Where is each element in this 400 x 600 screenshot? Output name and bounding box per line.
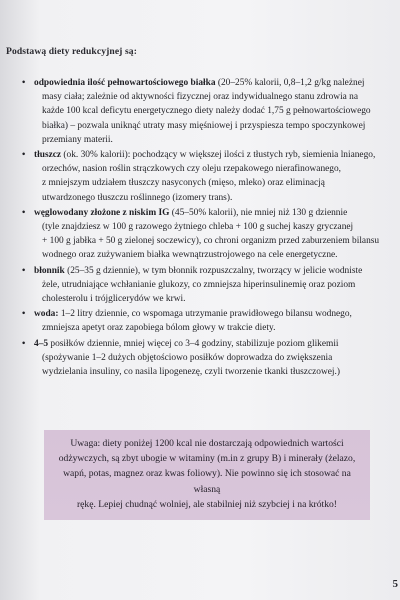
warning-line: wapń, potas, magnez oraz kwas foliowy). Nie powinno się ich stosować na własną (63, 468, 351, 495)
bullet-term: 4–5 (34, 338, 51, 349)
warning-box (44, 430, 370, 520)
bullet-term: tłuszcz (34, 150, 64, 161)
bullet-term: woda: (34, 309, 61, 320)
bullet-text: (45–50% kalorii), nie mniej niż 130 g dziennie (171, 207, 348, 218)
bullet-line: zmniejsza apetyt oraz zapobiega bólom głowy w trakcie diety. (42, 323, 276, 334)
section-heading: Podstawą diety redukcyjnej są: (6, 46, 138, 57)
bullet-line: orzechów, nasion roślin strączkowych czy oleju rzepakowego nierafinowanego, (42, 164, 342, 175)
bullet-term: błonnik (34, 265, 68, 276)
bullet-line: białka) – pozwala uniknąć utraty masy mięśniowej i przyspiesza tempo spoczynkowej (42, 120, 366, 131)
bullet-line: każde 100 kcal deficytu energetycznego diety należy dodać 1,75 g pełnowartościowego (42, 106, 371, 117)
bullet-water (30, 307, 394, 335)
bullet-fat (30, 148, 394, 205)
page-number: 5 (392, 578, 398, 590)
bullet-text: posiłków dziennie, mniej więcej co 3–4 godziny, stabilizuje poziom glikemii (50, 338, 339, 349)
bullet-list (30, 76, 394, 380)
bullet-term: odpowiednia ilość pełnowartościowego białka (34, 78, 218, 88)
bullet-term: węglowodany złożone z niskim IG (34, 207, 172, 218)
bullet-text: (20–25% kalorii, 0,8–1,2 g/kg należnej (217, 78, 365, 88)
bullet-meals (30, 337, 394, 380)
bullet-line: wodnego oraz zużywaniem białka wewnątrzustrojowego na cele energetyczne. (42, 250, 338, 261)
bullet-protein (30, 76, 394, 147)
bullet-line: masy ciała; zależnie od aktywności fizycznej oraz indywidualnego stanu zdrowia na (42, 92, 359, 103)
bullet-line: wydzielania insuliny, co nasila lipogenezę, czyli tworzenie tkanki tłuszczowej.) (42, 367, 340, 378)
bullet-line: cholesterolu i trójglicerydów we krwi. (42, 294, 186, 305)
bullet-line: + 100 g jabłka + 50 g zielonej soczewicy), co chroni organizm przed zaburzeniem bilansu (42, 236, 380, 247)
bullet-line: przemiany materii. (42, 134, 113, 145)
bullet-line: żele, utrudniające wchłanianie glukozy, co zmniejsza hiperinsulinemię oraz poziom (42, 279, 356, 290)
warning-line: Uwaga: diety poniżej 1200 kcal nie dostarczają odpowiednich wartości (70, 438, 344, 449)
bullet-text: (25–35 g dziennie), w tym błonnik rozpuszczalny, tworzący w jelicie wodniste (67, 265, 363, 276)
warning-line: rękę. Lepiej chudnąć wolniej, ale stabilniej niż szybciej i na krótko! (76, 498, 337, 510)
bullet-text: (ok. 30% kalorii): pochodzący w większej ilości z tłustych ryb, siemienia lnianego, (63, 150, 376, 161)
bullet-line: (spożywanie 1–2 dużych objętościowo posiłków doprowadza do zwiększenia (42, 352, 333, 363)
bullet-carbs (30, 206, 394, 263)
bullet-line: utwardzonego tłuszczu roślinnego (izomery trans). (42, 192, 233, 203)
warning-line: odżywczych, są zbyt ubogie w witaminy (m.in z grupy B) i minerały (żelazo, (58, 453, 356, 465)
bullet-line: z mniejszym udziałem tłuszczy nasyconych (mięso, mleko) oraz eliminacją (42, 178, 325, 189)
bullet-text: 1–2 litry dziennie, co wspomaga utrzymanie prawidłowego bilansu wodnego, (60, 309, 352, 320)
bullet-fiber (30, 264, 394, 307)
bullet-line: (tyle znajdziesz w 100 g razowego żytniego chleba + 100 g suchej kaszy gryczanej (42, 222, 354, 233)
